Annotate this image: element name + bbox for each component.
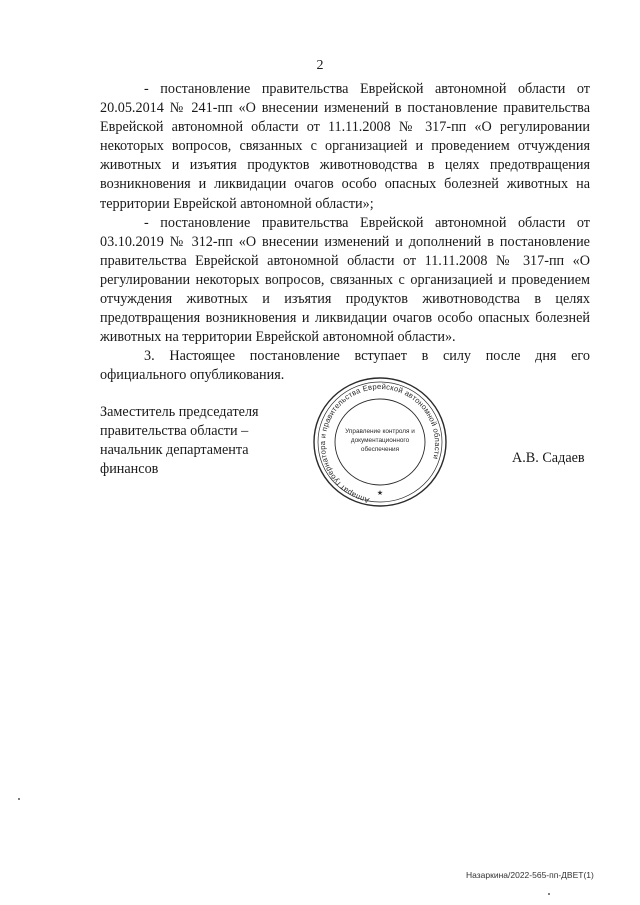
scan-speck (18, 798, 20, 800)
seal-inner-line: Управление контроля и (345, 428, 415, 435)
signatory-position-line: правительства области – (100, 423, 249, 440)
signatory-position-line: Заместитель председателя (100, 404, 259, 420)
scan-speck (548, 893, 550, 895)
document-footer-code: Назаркина/2022-565-пп-ДВЕТ(1) (466, 870, 594, 880)
paragraph-repealed-act-2014: - постановление правительства Еврейской автономной области от 20.05.2014 № 241-пп «О внесении изменений в постановление правительства Еврейской автономной области от 11.11.2008 № 317-пп «О регулировании некоторых вопросов, связанных с организацией и проведением отчуждения животных и изъятия продуктов животноводства в целях предотвращения возникновения и ликвидации очагов особо опасных болезней животных на территории Еврейской автономной области»; (100, 81, 590, 212)
signatory-position-line: финансов (100, 461, 159, 478)
seal-outer-text: Аппарат губернатора и правительства Еврейской автономной области (317, 381, 443, 505)
official-seal (310, 375, 450, 510)
page-number: 2 (316, 58, 324, 73)
signatory-position (100, 403, 300, 479)
paragraph-entry-into-force: 3. Настоящее постановление вступает в силу после дня его официального опубликования. (100, 348, 590, 384)
seal-star-icon: ★ (376, 489, 384, 497)
document-body (100, 80, 590, 386)
seal-inner-line: обеспечения (360, 446, 400, 453)
signatory-position-line: начальник департамента (100, 442, 249, 459)
signatory-name: А.В. Садаев (512, 450, 585, 466)
seal-inner-line: документационного (350, 437, 410, 444)
paragraph-repealed-act-2019: - постановление правительства Еврейской автономной области от 03.10.2019 № 312-пп «О внесении изменений и дополнений в постановление правительства Еврейской автономной области от 11.11.2008 № 317-пп «О регулировании некоторых вопросов, связанных с организацией и проведением отчуждения животных и изъятия продуктов животноводства в целях предотвращения возникновения и ликвидации очагов особо опасных болезней животных на территории Еврейской автономной области». (100, 214, 590, 346)
